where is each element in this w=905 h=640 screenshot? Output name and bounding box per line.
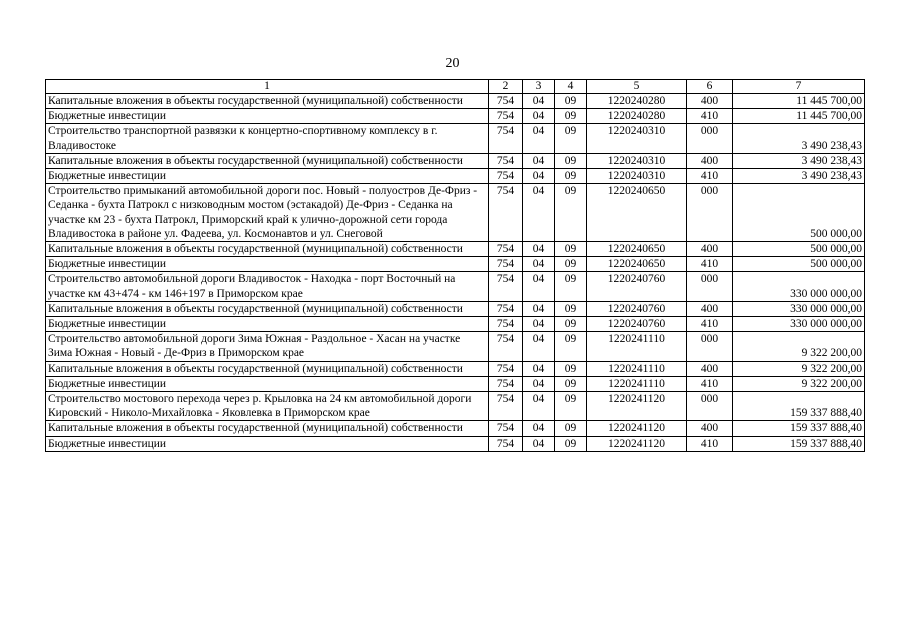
ministry-code-cell: 754 [489,242,523,257]
table-row [46,272,865,301]
item-name-cell: Бюджетные инвестиции [46,169,489,184]
column-header: 7 [733,80,865,94]
expense-type-cell: 410 [687,376,733,391]
item-name-cell: Бюджетные инвестиции [46,376,489,391]
ministry-code-cell: 754 [489,301,523,316]
budget-table [45,79,865,452]
section-cell: 04 [523,436,555,451]
table-row [46,124,865,153]
subsection-cell: 09 [555,257,587,272]
expense-type-cell: 400 [687,301,733,316]
target-article-cell: 1220241110 [587,361,687,376]
table-row [46,257,865,272]
item-name-cell: Строительство автомобильной дороги Владивосток - Находка - порт Восточный на участке км 43+474 - км 146+197 в Приморском крае [46,272,489,301]
expense-type-cell: 410 [687,257,733,272]
subsection-cell: 09 [555,301,587,316]
ministry-code-cell: 754 [489,272,523,301]
item-name-cell: Бюджетные инвестиции [46,257,489,272]
item-name-cell: Капитальные вложения в объекты государственной (муниципальной) собственности [46,421,489,436]
target-article-cell: 1220240280 [587,94,687,109]
section-cell: 04 [523,257,555,272]
column-header: 3 [523,80,555,94]
item-name-cell: Бюджетные инвестиции [46,317,489,332]
section-cell: 04 [523,153,555,168]
section-cell: 04 [523,317,555,332]
target-article-cell: 1220240650 [587,257,687,272]
subsection-cell: 09 [555,436,587,451]
subsection-cell: 09 [555,332,587,361]
expense-type-cell: 410 [687,436,733,451]
section-cell: 04 [523,242,555,257]
table-row [46,94,865,109]
target-article-cell: 1220240760 [587,317,687,332]
table-row [46,361,865,376]
page-number: 20 [445,56,460,71]
amount-cell: 9 322 200,00 [733,376,865,391]
table-row [46,109,865,124]
target-article-cell: 1220241110 [587,332,687,361]
expense-type-cell: 400 [687,361,733,376]
ministry-code-cell: 754 [489,94,523,109]
amount-cell: 9 322 200,00 [733,361,865,376]
section-cell: 04 [523,272,555,301]
item-name-cell: Строительство примыканий автомобильной дороги пос. Новый - полуостров Де-Фриз - Седанка - бухта Патрокл с низководным мостом (эстакадой) Де-Фриз - Седанка на участке км 23 - бухта Патрокл, Приморский край к улично-дорожной сети города Владивостока в районе ул. Фадеева, ул. Космонавтов и ул. Снеговой [46,184,489,242]
subsection-cell: 09 [555,392,587,421]
amount-cell: 11 445 700,00 [733,109,865,124]
expense-type-cell: 000 [687,124,733,153]
ministry-code-cell: 754 [489,317,523,332]
amount-cell: 330 000 000,00 [733,301,865,316]
amount-cell: 500 000,00 [733,257,865,272]
amount-cell: 159 337 888,40 [733,392,865,421]
expense-type-cell: 410 [687,169,733,184]
ministry-code-cell: 754 [489,109,523,124]
target-article-cell: 1220240310 [587,169,687,184]
target-article-cell: 1220240310 [587,153,687,168]
expense-type-cell: 000 [687,332,733,361]
column-header: 5 [587,80,687,94]
subsection-cell: 09 [555,184,587,242]
section-cell: 04 [523,124,555,153]
amount-cell: 3 490 238,43 [733,124,865,153]
subsection-cell: 09 [555,272,587,301]
target-article-cell: 1220241120 [587,392,687,421]
item-name-cell: Капитальные вложения в объекты государственной (муниципальной) собственности [46,242,489,257]
section-cell: 04 [523,421,555,436]
section-cell: 04 [523,94,555,109]
table-row [46,332,865,361]
amount-cell: 11 445 700,00 [733,94,865,109]
amount-cell: 9 322 200,00 [733,332,865,361]
subsection-cell: 09 [555,94,587,109]
ministry-code-cell: 754 [489,169,523,184]
target-article-cell: 1220240310 [587,124,687,153]
ministry-code-cell: 754 [489,257,523,272]
subsection-cell: 09 [555,169,587,184]
expense-type-cell: 000 [687,392,733,421]
expense-type-cell: 000 [687,184,733,242]
target-article-cell: 1220240650 [587,184,687,242]
item-name-cell: Капитальные вложения в объекты государственной (муниципальной) собственности [46,153,489,168]
ministry-code-cell: 754 [489,332,523,361]
target-article-cell: 1220241120 [587,421,687,436]
ministry-code-cell: 754 [489,361,523,376]
item-name-cell: Капитальные вложения в объекты государственной (муниципальной) собственности [46,301,489,316]
subsection-cell: 09 [555,421,587,436]
section-cell: 04 [523,392,555,421]
expense-type-cell: 400 [687,421,733,436]
expense-type-cell: 410 [687,317,733,332]
table-row [46,242,865,257]
item-name-cell: Строительство автомобильной дороги Зима Южная - Раздольное - Хасан на участке Зима Южная - Новый - Де-Фриз в Приморском крае [46,332,489,361]
table-row [46,301,865,316]
table-row [46,421,865,436]
amount-cell: 3 490 238,43 [733,153,865,168]
column-header: 2 [489,80,523,94]
item-name-cell: Бюджетные инвестиции [46,109,489,124]
subsection-cell: 09 [555,361,587,376]
table-row [46,317,865,332]
expense-type-cell: 400 [687,94,733,109]
item-name-cell: Капитальные вложения в объекты государственной (муниципальной) собственности [46,94,489,109]
table-row [46,376,865,391]
target-article-cell: 1220240280 [587,109,687,124]
column-header: 6 [687,80,733,94]
amount-cell: 500 000,00 [733,242,865,257]
ministry-code-cell: 754 [489,392,523,421]
item-name-cell: Строительство транспортной развязки к концертно-спортивному комплексу в г. Владивостоке [46,124,489,153]
subsection-cell: 09 [555,317,587,332]
target-article-cell: 1220240760 [587,301,687,316]
budget-table-body [46,80,865,452]
section-cell: 04 [523,301,555,316]
column-header: 4 [555,80,587,94]
target-article-cell: 1220241120 [587,436,687,451]
amount-cell: 330 000 000,00 [733,272,865,301]
item-name-cell: Капитальные вложения в объекты государственной (муниципальной) собственности [46,361,489,376]
subsection-cell: 09 [555,376,587,391]
expense-type-cell: 400 [687,242,733,257]
section-cell: 04 [523,109,555,124]
subsection-cell: 09 [555,109,587,124]
section-cell: 04 [523,376,555,391]
ministry-code-cell: 754 [489,153,523,168]
section-cell: 04 [523,184,555,242]
amount-cell: 330 000 000,00 [733,317,865,332]
expense-type-cell: 410 [687,109,733,124]
subsection-cell: 09 [555,242,587,257]
ministry-code-cell: 754 [489,124,523,153]
expense-type-cell: 000 [687,272,733,301]
target-article-cell: 1220240650 [587,242,687,257]
item-name-cell: Бюджетные инвестиции [46,436,489,451]
column-header: 1 [46,80,489,94]
subsection-cell: 09 [555,153,587,168]
table-header-row [46,80,865,94]
amount-cell: 159 337 888,40 [733,436,865,451]
ministry-code-cell: 754 [489,376,523,391]
amount-cell: 159 337 888,40 [733,421,865,436]
amount-cell: 500 000,00 [733,184,865,242]
section-cell: 04 [523,169,555,184]
table-row [46,392,865,421]
amount-cell: 3 490 238,43 [733,169,865,184]
table-row [46,169,865,184]
table-row [46,436,865,451]
subsection-cell: 09 [555,124,587,153]
table-row [46,184,865,242]
ministry-code-cell: 754 [489,184,523,242]
ministry-code-cell: 754 [489,436,523,451]
section-cell: 04 [523,361,555,376]
expense-type-cell: 400 [687,153,733,168]
ministry-code-cell: 754 [489,421,523,436]
section-cell: 04 [523,332,555,361]
table-row [46,153,865,168]
item-name-cell: Строительство мостового перехода через р. Крыловка на 24 км автомобильной дороги Кировский - Николо-Михайловка - Яковлевка в Приморском крае [46,392,489,421]
target-article-cell: 1220240760 [587,272,687,301]
target-article-cell: 1220241110 [587,376,687,391]
